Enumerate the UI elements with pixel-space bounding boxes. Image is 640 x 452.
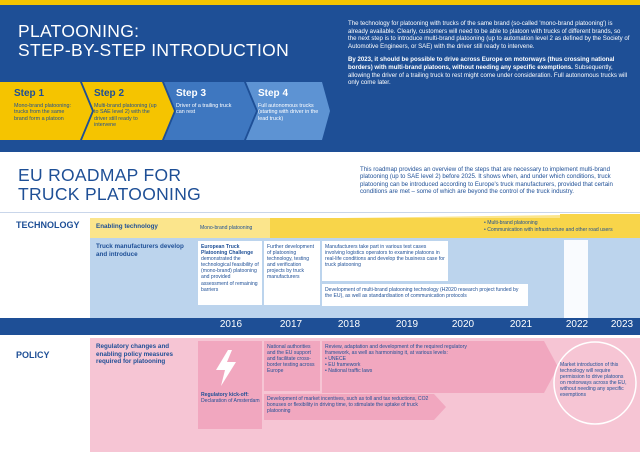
kickoff-rest: Declaration of Amsterdam — [201, 398, 260, 405]
national-authorities-box: National authorities and the EU support and facilitate cross-border testing across Europe — [264, 341, 320, 391]
technology-label: TECHNOLOGY — [16, 220, 80, 230]
step-1-title: Step 1 — [14, 88, 45, 99]
challenge-bold: European Truck Platooning Challenge — [201, 244, 254, 257]
regulatory-label: Regulatory changes and enabling policy measures required for platooning — [96, 343, 173, 365]
year-2022: 2022 — [565, 319, 589, 330]
review-item-unece: • UNECE — [325, 356, 347, 363]
step-2 — [80, 82, 162, 140]
year-2016: 2016 — [219, 319, 243, 330]
year-2020: 2020 — [451, 319, 475, 330]
intro-paragraph-2-bold: By 2023, it should be possible to drive across Europe on motorways (thus crossing national borders) with multi-brand platoons, without needing any specific exemptions. — [348, 56, 615, 71]
kickoff-bold: Regulatory kick-off: — [201, 392, 249, 398]
mono-brand-text: Mono-brand platooning — [200, 225, 253, 231]
step-2-desc: Multi-brand platooning (up to SAE level 2) with the driver still ready to intervene — [94, 103, 157, 129]
communication-text: • Communication with infrastructure and other road users — [484, 227, 613, 233]
review-intro: Review, adaptation and development of the required regulatory framework, as well as harmonising it, at various levels: — [325, 344, 467, 357]
market-incentives-text: Development of market incentives, such as toll and tax reductions, CO2 bonuses or flexibility in driving time, to stimulate the uptake of truck platooning — [267, 396, 429, 415]
kickoff-text — [201, 392, 261, 404]
enabling-tech-arrow — [90, 214, 640, 238]
lightning-icon-shape — [216, 350, 236, 386]
lightning-icon — [214, 350, 238, 386]
year-2023: 2023 — [610, 319, 634, 330]
multi-brand-text: • Multi-brand platooning — [484, 220, 538, 226]
market-intro-text: Market introduction of this technology will require permission to drive platoons on motorways across the EU, without needing any specific exemptions — [560, 362, 627, 399]
intro-title-line1: PLATOONING: — [18, 21, 140, 41]
h2020-box: Development of multi-brand platooning technology (H2020 research project funded by the EU), as well as standardisation of communication protocols — [322, 284, 528, 306]
review-item-eu: • EU framework — [325, 362, 361, 369]
year-2018: 2018 — [337, 319, 361, 330]
step-3 — [162, 82, 244, 140]
test-cases-box: Manufacturers take part in various test cases involving logistics operators to examine platoons in real-life conditions and develop the business case for truck platooning — [322, 241, 448, 281]
step-3-title: Step 3 — [176, 88, 207, 99]
step-1-desc: Mono-brand platooning: trucks from the same brand form a platoon — [14, 103, 71, 122]
year-2017: 2017 — [279, 319, 303, 330]
step-1 — [0, 82, 82, 140]
step-4-title: Step 4 — [258, 88, 289, 99]
intro-paragraph-2-rest: Subsequently, allowing the driver of a trailing truck to rest might come under consideration. Full autonomous trucks will only come later. — [348, 63, 628, 87]
section-divider — [0, 212, 640, 213]
review-text — [325, 344, 475, 374]
challenge-box — [198, 241, 262, 305]
roadmap-title-line1: EU ROADMAP FOR — [18, 165, 182, 185]
step-2-title: Step 2 — [94, 88, 125, 99]
review-item-national: • National traffic laws — [325, 368, 373, 375]
step-4-desc: Full autonomous trucks (starting with driver in the lead truck) — [258, 103, 319, 122]
roadmap-description: This roadmap provides an overview of the steps that are necessary to implement multi-brand platooning (up to SAE level 2) before 2025. It shows when, and under which conditions, truck platooning can be introduced according to Europe's truck manufacturers, provided that certain conditions are met – some of which are beyond the control of the truck industry. — [360, 166, 613, 196]
intro-paragraph-2 — [348, 56, 630, 86]
enabling-tech-label: Enabling technology — [96, 223, 158, 230]
challenge-rest: demonstrated the technological feasibility of (mono-brand) platooning and provided assessment of remaining barriers — [201, 256, 259, 293]
intro-title-line2: STEP-BY-STEP INTRODUCTION — [18, 40, 290, 60]
top-accent-stripe — [0, 0, 640, 5]
manufacturers-label: Truck manufacturers develop and introduce — [96, 243, 184, 258]
intro-title — [18, 22, 289, 60]
further-development-box: Further development of platooning technology, testing and verification projects by truck manufacturers — [264, 241, 320, 305]
step-3-desc: Driver of a trailing truck can rest — [176, 103, 232, 116]
roadmap-title-line2: TRUCK PLATOONING — [18, 184, 202, 204]
intro-text — [348, 20, 630, 93]
year-2019: 2019 — [395, 319, 419, 330]
step-4 — [244, 82, 326, 140]
roadmap-title — [18, 166, 201, 204]
year-2021: 2021 — [509, 319, 533, 330]
policy-label: POLICY — [16, 350, 50, 360]
intro-paragraph-1: The technology for platooning with trucks of the same brand (so-called 'mono-brand platooning') is already available. Clearly, customers will need to be able to platoon with trucks of different brands, so the next step is to introduce multi-brand platooning (up to automation level 2 as defined by the Society of Automotive Engineers, or SAE) with the driver still ready to intervene. — [348, 20, 630, 50]
